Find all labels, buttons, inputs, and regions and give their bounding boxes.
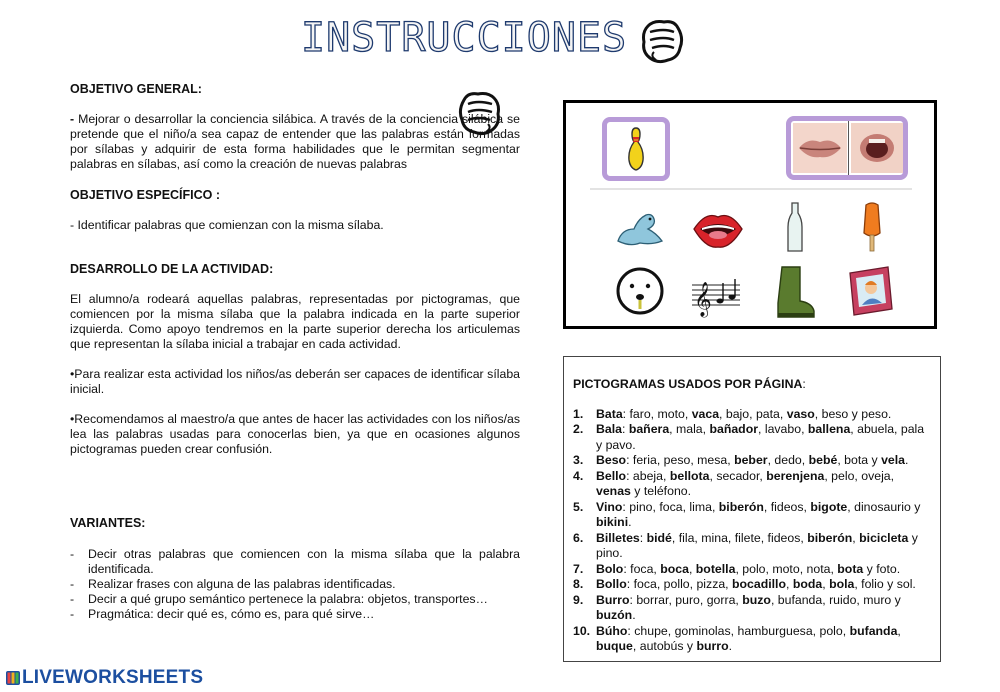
matching-word: bañador [709, 422, 758, 436]
word-text: , bufanda, ruido, muro y [770, 592, 901, 607]
word-text: . [905, 453, 909, 467]
bottle-icon [767, 199, 823, 255]
svg-text:𝄞: 𝄞 [694, 282, 712, 317]
variantes-list [70, 547, 520, 622]
photo-frame-icon [842, 263, 898, 319]
word-text: , folio y sol. [854, 577, 916, 591]
list-item-number: 8. [573, 577, 584, 591]
matching-word: vaca [691, 406, 720, 421]
mouth-icon [690, 201, 746, 257]
matching-word: bidé [646, 530, 672, 545]
word-text: : feria, peso, mesa, [626, 453, 735, 467]
word-text: , abuela, pala y pavo. [596, 422, 925, 452]
target-word: Burro [596, 592, 630, 607]
word-text: , autobús y [632, 639, 697, 653]
variantes-heading: VARIANTES: [70, 516, 146, 530]
objetivo-especifico-heading: OBJETIVO ESPECÍFICO : [70, 188, 221, 202]
target-word: Billetes [596, 530, 640, 545]
word-text: : pino, foca, lima, [622, 499, 719, 514]
fist-icon [640, 18, 684, 64]
list-item-number: 10. [573, 623, 591, 638]
list-item-number: 1. [573, 406, 584, 421]
word-text: , pelo, oveja, [824, 468, 895, 483]
list-item-number: 5. [573, 499, 584, 514]
word-text: , fila, mina, filete, fideos, [671, 530, 808, 545]
list-item-number: 6. [573, 530, 584, 545]
list-item [573, 577, 932, 593]
word-text: , [897, 623, 901, 638]
word-text: y teléfono. [630, 484, 692, 498]
target-word-card [602, 117, 670, 181]
list-item [573, 422, 932, 453]
target-word: Bolo [596, 561, 624, 576]
word-text: , secador, [709, 468, 767, 483]
word-text: , dinosaurio y [847, 499, 921, 514]
target-word: Búho [596, 623, 628, 638]
word-text: : foca, pollo, pizza, [626, 577, 733, 591]
objetivo-general-text [70, 112, 520, 172]
pictogramas-title [573, 377, 932, 393]
matching-word: beber [734, 453, 768, 467]
list-item [573, 624, 932, 655]
matching-word: bikini [596, 515, 629, 529]
target-word: Vino [596, 499, 623, 514]
matching-word: buzo [742, 592, 771, 607]
list-item: - Decir otras palabras que comiencen con la misma sílaba que la palabra identificada. [70, 547, 520, 577]
mouth-open-icon [851, 123, 903, 173]
word-text: . [632, 608, 636, 622]
list-item [573, 531, 932, 562]
word-text: , beso y peso. [814, 406, 892, 421]
objetivo-especifico-text: - Identificar palabras que comienzan con la misma sílaba. [70, 218, 384, 232]
desarrollo-paragraph-1: El alumno/a rodeará aquellas palabras, representadas por pictogramas, que comiencen por la misma sílaba que la palabra indicada en la parte superior izquierda. Como apoyo tendremos en la parte superior derecha los articulemas que representan la sílaba inicial a trabajar en cada actividad. [70, 292, 520, 351]
list-item [573, 593, 932, 624]
matching-word: botella [695, 561, 736, 576]
word-text: : borrar, puro, gorra, [629, 592, 743, 607]
pictogramas-title-colon: : [802, 377, 806, 391]
seal-icon [612, 199, 668, 255]
matching-word: burro [696, 639, 729, 653]
word-text: : abeja, [626, 468, 670, 483]
desarrollo-paragraph-2: •Para realizar esta actividad los niños/as deberán ser capaces de identificar sílaba inicial. [70, 367, 520, 396]
list-item-number: 7. [573, 561, 584, 576]
word-text: , polo, moto, nota, [735, 561, 838, 576]
word-text: , bajo, pata, [719, 406, 787, 421]
matching-word: bañera [628, 422, 670, 436]
list-item [573, 500, 932, 531]
liveworksheets-logo [6, 668, 203, 688]
target-word: Bata [596, 406, 623, 421]
word-text: , mala, [669, 422, 710, 436]
word-text: y pino. [596, 530, 918, 560]
matching-word: bufanda [849, 623, 898, 638]
list-item-number: 2. [573, 422, 584, 436]
instructions-column [70, 82, 520, 622]
example-pictogram-panel [563, 100, 937, 329]
word-text: , bota y [837, 453, 882, 467]
word-text: : [639, 530, 647, 545]
word-text: . [628, 515, 632, 529]
objetivo-general-dash: - [70, 112, 75, 126]
matching-word: bellota [669, 468, 710, 483]
word-text: y foto. [863, 561, 901, 576]
objetivo-general-body: Mejorar o desarrollar la conciencia silábica. A través de la conciencia silábica se pretende que el niño/a sea capaz de entender que las palabras están formadas por sílabas y adquirir de esta forma habilidades que le permitan segmentar palabras en sílabas, así como la creación de nuevas palabras [70, 112, 520, 171]
matching-word: bota [837, 561, 864, 576]
word-text: , fideos, [763, 499, 811, 514]
page-header [255, 8, 685, 68]
matching-word: bicicleta [859, 530, 909, 545]
pictogramas-list [573, 407, 932, 655]
list-item: - Realizar frases con alguna de las palabras identificadas. [70, 577, 520, 592]
list-item: - Pragmática: decir qué es, cómo es, para qué sirve… [70, 607, 520, 622]
word-text: , [852, 530, 860, 545]
boot-icon [766, 263, 822, 319]
word-text: , lavabo, [758, 422, 808, 436]
word-text: . [728, 639, 732, 653]
word-text: , [786, 577, 793, 591]
matching-word: bigote [810, 499, 848, 514]
matching-word: boca [660, 561, 689, 576]
music-notes-icon [688, 265, 744, 321]
separator-line [590, 188, 912, 190]
list-item [573, 453, 932, 469]
word-text: , [688, 561, 696, 576]
matching-word: venas [596, 484, 631, 498]
matching-word: ballena [807, 422, 851, 436]
desarrollo-paragraph-3: •Recomendamos al maestro/a que antes de hacer las actividades con los niños/as lea las palabras usadas para conocerlas bien, ya que en ocasiones algunos pictogramas pueden crear confusión. [70, 412, 520, 456]
pictogramas-title-text: PICTOGRAMAS USADOS POR PÁGINA [573, 377, 803, 391]
objetivo-general-heading: OBJETIVO GENERAL: [70, 82, 202, 96]
list-item-number: 3. [573, 453, 584, 467]
matching-word: buque [596, 639, 633, 653]
matching-word: buzón [596, 608, 633, 622]
matching-word: boda [792, 577, 823, 591]
word-text: : [621, 422, 629, 436]
matching-word: bebé [808, 453, 838, 467]
word-text: : foca, [623, 561, 661, 576]
list-item [573, 469, 932, 500]
matching-word: biberón [807, 530, 853, 545]
list-item: - Decir a qué grupo semántico pertenece la palabra: objetos, transportes… [70, 592, 520, 607]
word-text: : faro, moto, [622, 406, 692, 421]
matching-word: vaso [786, 406, 815, 421]
matching-word: bola [829, 577, 855, 591]
matching-word: berenjena [766, 468, 825, 483]
target-word: Beso [596, 453, 627, 467]
bowling-pin-icon [607, 122, 665, 176]
list-item-number: 9. [573, 592, 584, 607]
matching-word: vela [881, 453, 905, 467]
articulemas-card [786, 116, 908, 180]
drooling-face-icon [612, 263, 668, 319]
list-item [573, 407, 932, 423]
target-word: Bala [596, 422, 622, 436]
desarrollo-heading: DESARROLLO DE LA ACTIVIDAD: [70, 262, 274, 276]
matching-word: bocadillo [732, 577, 786, 591]
list-item-number: 4. [573, 468, 584, 483]
word-text: : chupe, gominolas, hamburguesa, polo, [627, 623, 850, 638]
lips-closed-icon [793, 123, 847, 173]
target-word: Bello [596, 468, 627, 483]
word-text: , [822, 577, 830, 591]
ice-lolly-icon [844, 199, 900, 255]
target-word: Bollo [596, 577, 627, 591]
list-item [573, 562, 932, 578]
matching-word: biberón [718, 499, 764, 514]
page-title: INSTRUCCIONES [301, 15, 628, 61]
word-text: , dedo, [767, 453, 809, 467]
liveworksheets-logo-text: LIVEWORKSHEETS [22, 667, 204, 688]
pictogramas-panel [563, 356, 941, 662]
liveworksheets-logo-icon [6, 671, 20, 685]
